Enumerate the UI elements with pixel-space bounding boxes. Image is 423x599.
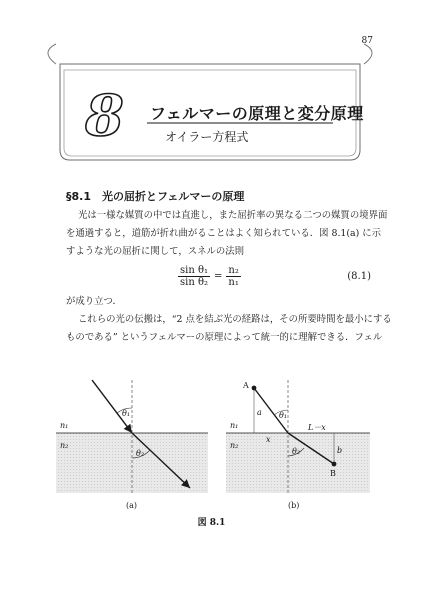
panel-a-theta1: θ₁ — [122, 409, 131, 418]
lhs-numerator: sin θ₁ — [180, 265, 208, 276]
lhs-denominator: sin θ₂ — [180, 277, 208, 288]
chapter-number: 8 — [85, 83, 124, 149]
panel-b-caption: (b) — [288, 501, 300, 510]
rhs-denominator: n₁ — [228, 277, 239, 288]
panel-b-B: B — [330, 469, 336, 478]
paragraph1-line2: を通過すると，道筋が折れ曲がることはよく知られている．図 8.1(a) に示 — [66, 228, 382, 239]
rhs-fraction — [226, 265, 240, 288]
section-heading: §8.1 光の屈折とフェルマーの原理 — [66, 190, 245, 203]
panel-b-x: x — [266, 435, 271, 444]
panel-a-n1: n₁ — [60, 421, 69, 430]
panel-b-n2: n₂ — [230, 441, 239, 450]
rhs-numerator: n₂ — [228, 265, 239, 276]
panel-a-theta2: θ₂ — [136, 449, 145, 458]
panel-b-theta1: θ₁ — [279, 411, 288, 420]
panel-b-a: a — [257, 408, 262, 417]
snell-law-equation — [178, 265, 241, 288]
equation-number: (8.1) — [347, 271, 371, 282]
figure-8-1 — [0, 360, 423, 540]
equals-sign: = — [213, 271, 223, 282]
chapter-subtitle: オイラー方程式 — [165, 130, 249, 144]
panel-b-L-minus-x: L－x — [308, 423, 326, 432]
paragraph2-line2: ものである” というフェルマーの原理によって統一的に理解できる．フェル — [66, 332, 383, 343]
page-number: 87 — [361, 36, 373, 46]
after-equation-text: が成り立つ． — [66, 296, 122, 307]
paragraph2-line1: これらの光の伝搬は，“2 点を結ぶ光の経路は，その所要時間を最小にする — [78, 314, 392, 325]
paragraph1-line3: すような光の屈折に関して，スネルの法則 — [66, 246, 244, 257]
panel-b-theta2: θ₂ — [292, 447, 301, 456]
chapter-title: フェルマーの原理と変分原理 — [150, 104, 364, 123]
panel-a-caption: (a) — [126, 501, 138, 510]
lhs-fraction — [178, 265, 210, 288]
panel-b-A: A — [243, 381, 249, 390]
panel-a — [56, 380, 208, 510]
paragraph1-line1: 光は一様な媒質の中では直進し，また屈折率の異なる二つの媒質の境界面 — [78, 210, 388, 221]
panel-a-n2: n₂ — [60, 441, 69, 450]
panel-b — [226, 380, 370, 510]
panel-b-b: b — [337, 446, 343, 455]
figure-caption: 図 8.1 — [197, 518, 226, 528]
panel-b-n1: n₁ — [230, 421, 239, 430]
